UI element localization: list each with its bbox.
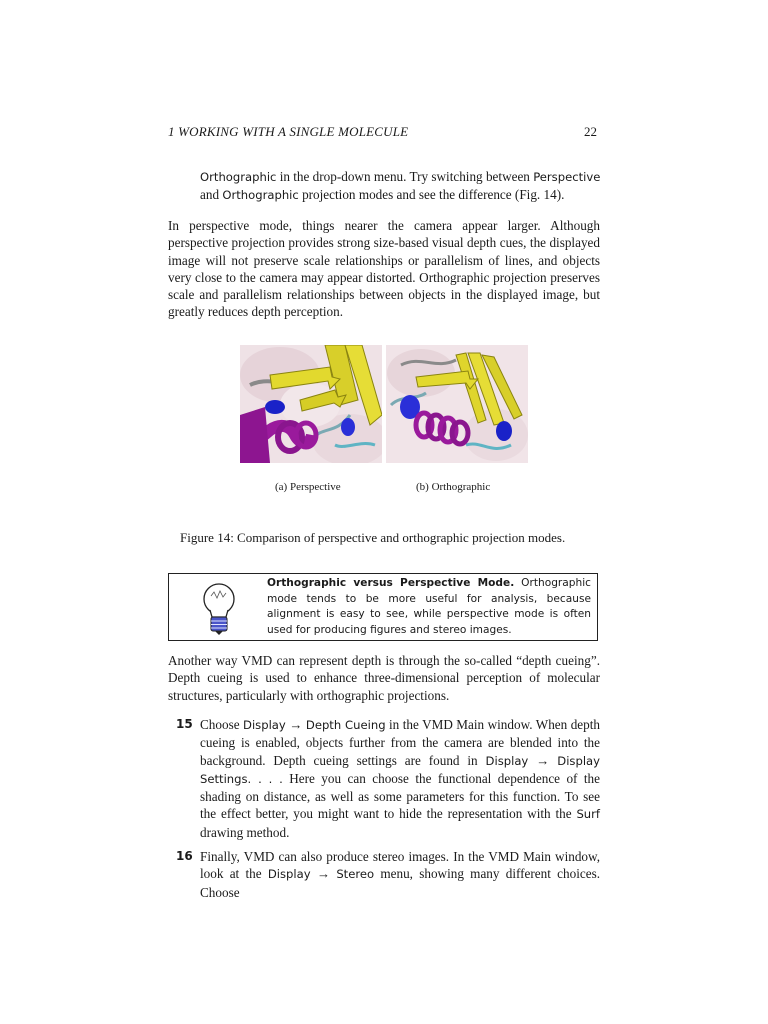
menu-depth-cueing: Depth Cueing (305, 718, 386, 732)
menu-surf: Surf (576, 807, 600, 822)
text-run: in the drop-down menu. Try switching between (276, 169, 534, 184)
arrow-glyph: → (528, 752, 558, 768)
figure-caption: Figure 14: Comparison of perspective and orthographic projection modes. (180, 530, 566, 545)
text-run: drawing method. (200, 824, 290, 840)
menu-display: Display (485, 753, 529, 768)
menu-term: Perspective (533, 170, 601, 184)
figure-image-orthographic (386, 345, 528, 463)
page-number: 22 (584, 124, 597, 139)
menu-stereo: Stereo (336, 867, 375, 882)
text-run: Choose (200, 717, 244, 732)
intro-paragraph (200, 168, 600, 205)
step-16-text (200, 848, 600, 901)
tip-title: Orthographic versus Perspective Mode. (267, 577, 515, 589)
subcaption-orthographic: (b) Orthographic (416, 481, 491, 493)
step-number-15: 15 (176, 717, 193, 731)
lightbulb-icon (199, 579, 239, 637)
text-run: menu, showing many different choices. Choose (200, 866, 601, 900)
menu-display: Display (243, 718, 286, 732)
menu-display: Display (267, 867, 311, 882)
running-header: 1 WORKING WITH A SINGLE MOLECULE (168, 124, 409, 139)
arrow-glyph: → (310, 866, 337, 882)
arrow-glyph: → (285, 717, 306, 732)
step-15-text (200, 716, 600, 841)
text-run: in the VMD Main window. When depth cueing is enabled, objects further from the camera are blended into the background. Depth cueing settings are found in (200, 717, 600, 768)
step-number-16: 16 (176, 849, 193, 863)
tip-box (168, 573, 598, 641)
text-run: Finally, VMD can also produce stereo images. In the VMD Main window, look at the (200, 849, 600, 882)
subcaption-perspective: (a) Perspective (275, 481, 341, 493)
text-run: and (200, 187, 223, 203)
tip-text (267, 576, 591, 639)
menu-term: Orthographic (222, 188, 299, 203)
protein-perspective-render (240, 345, 382, 463)
figure-image-perspective (240, 345, 382, 463)
text-run: projection modes and see the difference (Fig. 14). (298, 187, 565, 203)
body-paragraph-depth-cueing: Another way VMD can represent depth is through the so-called “depth cueing”. Depth cueing is used to enhance three-dimensional perception of molecular structures, particularly with orthographic projections. (168, 653, 600, 703)
menu-display-settings: Display Settings. . . . (200, 753, 601, 786)
text-run: Here you can choose the functional dependence of the shading on distance, as well as some parameters for this function. To see the effect better, you might want to hide the representation with the (200, 770, 600, 822)
menu-term: Orthographic (200, 170, 277, 184)
protein-orthographic-render (386, 345, 528, 463)
body-paragraph-perspective: In perspective mode, things nearer the camera appear larger. Although perspective projection provides strong size-based visual depth cues, the displayed image will not preserve scale relationships or parallelism of lines, and objects very close to the camera may appear distorted. Orthographic projection preserves scale and parallelism relationships between objects in the displayed image, but greatly reduces depth perception. (168, 218, 600, 320)
tip-body: Orthographic mode tends to be more useful for analysis, because alignment is easy to see, while perspective mode is often used for producing figures and stereo images. (267, 577, 591, 637)
